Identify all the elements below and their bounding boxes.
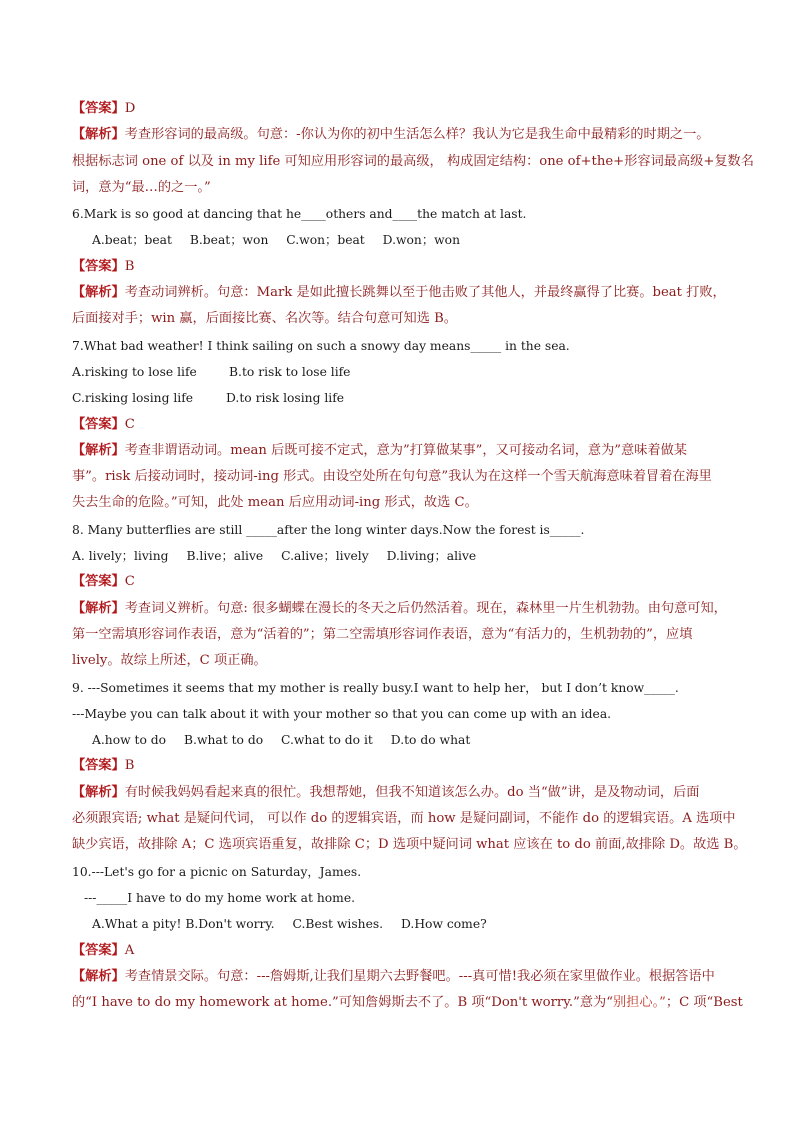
answer-line xyxy=(72,254,752,280)
option: C.risking losing life xyxy=(72,391,194,406)
option: B.live；alive xyxy=(186,549,264,564)
analysis-text: 有时候我妈妈看起来真的很忙。我想帮她，但我不知道该怎么办。do 当“做”讲，是及物动词，后面 xyxy=(124,784,700,800)
analysis-text: 根据标志词 one of 以及 in my life 可知应用形容词的最高级， 构成固定结构：one of+the+形容词最高级+复数名 xyxy=(72,153,754,169)
answer-line-q5 xyxy=(72,96,752,122)
analysis-text: 缺少宾语，故排除 A；C 选项宾语重复，故排除 C；D 选项中疑问词 what 应该在 to do 前面,故排除 D。故选 B。 xyxy=(72,837,747,853)
analysis-text: 失去生命的危险。”可知，此处 mean 后应用动词-ing 形式，故选 C。 xyxy=(72,495,478,511)
option: D.to risk losing life xyxy=(226,391,345,406)
answer-line xyxy=(72,569,752,595)
analysis-line xyxy=(72,596,752,622)
analysis-text: 考查词义辨析。句意: 很多蝴蝶在漫长的冬天之后仍然活着。现在，森林里一片生机勃勃。由句意可知， xyxy=(124,600,727,616)
analysis-text: 词，意为“最…的之一。” xyxy=(72,179,211,195)
analysis-line xyxy=(72,780,752,806)
question-stem: 10.---Let's go for a picnic on Saturday，James. xyxy=(72,864,362,879)
options-row xyxy=(72,227,752,253)
answer-value: D xyxy=(124,101,136,116)
answer-label: 【答案】 xyxy=(72,258,125,274)
analysis-label: 【解析】 xyxy=(72,285,125,301)
option: A. lively；living xyxy=(72,549,169,564)
answer-label: 【答案】 xyxy=(72,101,125,116)
analysis-line xyxy=(72,280,752,306)
option: C.alive；lively xyxy=(281,549,369,564)
analysis-line xyxy=(72,122,752,148)
analysis-text: 的“I have to do my homework at home.”可知詹姆斯去不了。B 项“Don't worry.”意为“ xyxy=(72,995,613,1011)
analysis-text: 后面接对手；win 赢，后面接比赛、名次等。结合句意可知选 B。 xyxy=(72,311,457,327)
options-row xyxy=(72,543,752,569)
question-stem: 8. Many butterflies are still _____after the long winter days.Now the forest is_____. xyxy=(72,522,585,537)
analysis-label: 【解析】 xyxy=(72,442,125,458)
analysis-text: 别担心。” xyxy=(612,995,666,1011)
option: A.beat；beat xyxy=(92,233,172,248)
option: C.what to do it xyxy=(281,733,373,748)
analysis-text: 考查非谓语动词。mean 后既可接不定式，意为”打算做某事”，又可接动名词，意为”意味着做某 xyxy=(124,442,687,458)
analysis-text: 第一空需填形容词作表语，意为“活着的”；第二空需填形容词作表语，意为“有活力的，生机勃勃的”，应填 xyxy=(72,626,693,642)
analysis-label: 【解析】 xyxy=(72,127,125,143)
question-stem: 9. ---Sometimes it seems that my mother is really busy.I want to help her， but I don’t know_____. xyxy=(72,680,679,695)
options-row xyxy=(72,385,752,411)
analysis-text: 考查动词辨析。句意： xyxy=(124,285,257,301)
option: D.won；won xyxy=(382,233,460,248)
analysis-text: 事”。risk 后接动词时，接动词-ing 形式。由设空处所在句句意”我认为在这样一个雪天航海意味着冒着在海里 xyxy=(72,469,712,485)
analysis-label: 【解析】 xyxy=(72,784,125,800)
analysis-text: Mark 是如此擅长跳舞以至于他击败了其他人，并最终赢得了比赛。beat 打败， xyxy=(256,285,726,301)
option: C.won；beat xyxy=(286,233,365,248)
analysis-text: 考查形容词的最高级。句意：-你认为你的初中生活怎么样？我认为它是我生命中最精彩的时期之一。 xyxy=(124,127,710,143)
question-stem: 7.What bad weather! I think sailing on such a snowy day means_____ in the sea. xyxy=(72,338,570,353)
option: D.living；alive xyxy=(386,549,477,564)
answer-value: A xyxy=(124,942,135,958)
option: B.what to do xyxy=(184,733,264,748)
analysis-label: 【解析】 xyxy=(72,600,125,616)
options-row xyxy=(72,911,752,937)
option: B.beat；won xyxy=(189,233,269,248)
analysis-text: 必须跟宾语; what 是疑问代词， 可以作 do 的逻辑宾语，而 how 是疑问副词，不能作 do 的逻辑宾语。A 选项中 xyxy=(72,811,736,827)
answer-value: B xyxy=(124,258,135,274)
answer-value: C xyxy=(124,416,135,432)
analysis-text: 考查情景交际。句意：---詹姆斯,让我们星期六去野餐吧。---真可惜!我必须在家里做作业。根据答语中 xyxy=(124,968,715,984)
analysis-line xyxy=(72,990,752,1016)
option: D.to do what xyxy=(390,733,471,748)
answer-label: 【答案】 xyxy=(72,574,125,590)
question-stem: 6.Mark is so good at dancing that he____others and____the match at last. xyxy=(72,207,527,222)
analysis-text: ；C 项“Best xyxy=(665,995,743,1011)
answer-line xyxy=(72,753,752,779)
options-row xyxy=(72,359,752,385)
analysis-label: 【解析】 xyxy=(72,968,125,984)
answer-value: B xyxy=(124,758,135,774)
answer-label: 【答案】 xyxy=(72,758,125,774)
answer-line xyxy=(72,938,752,964)
option: A.how to do xyxy=(92,733,167,748)
answer-label: 【答案】 xyxy=(72,416,125,432)
analysis-line xyxy=(72,964,752,990)
answer-line xyxy=(72,412,752,438)
analysis-line xyxy=(72,438,752,464)
option: C.Best wishes. xyxy=(292,917,384,932)
option: D.How come? xyxy=(401,917,487,932)
option: A.What a pity! xyxy=(92,917,182,932)
document-page xyxy=(72,96,752,1016)
answer-label: 【答案】 xyxy=(72,942,125,958)
options-row xyxy=(72,727,752,753)
question-stem-reply: ---_____I have to do my home work at home. xyxy=(84,890,355,905)
analysis-text: lively。故综上所述，C 项正确。 xyxy=(72,653,267,669)
question-stem-reply: ---Maybe you can talk about it with your mother so that you can come up with an idea. xyxy=(72,706,612,721)
option: B.to risk to lose life xyxy=(229,364,351,379)
option: B.Don't worry. xyxy=(185,917,275,932)
option: A.risking to lose life xyxy=(72,364,197,379)
answer-value: C xyxy=(124,574,135,590)
